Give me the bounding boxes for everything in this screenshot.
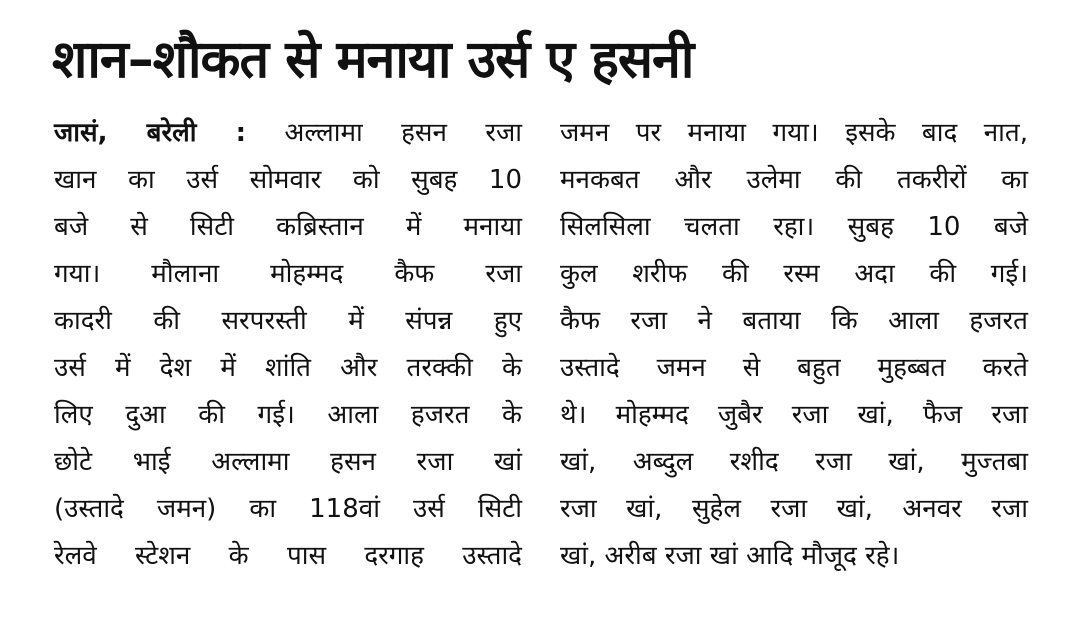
article-line: थे। मोहम्मद जुबैर रजा खां, फैज रजा (560, 400, 1028, 430)
dateline: जासं, बरेली : (54, 118, 247, 148)
article-column-left (54, 110, 522, 580)
article-line: खान का उर्स सोमवार को सुबह 10 (54, 165, 522, 195)
article-line: कैफ रजा ने बताया कि आला हजरत (560, 306, 1028, 336)
article-line-text: अल्लामा हसन रजा (284, 118, 522, 148)
article-line: रजा खां, सुहेल रजा खां, अनवर रजा (560, 494, 1028, 524)
article-line: सिलसिला चलता रहा। सुबह 10 बजे (560, 212, 1028, 242)
article-column-right (560, 110, 1028, 580)
article-line: कादरी की सरपरस्ती में संपन्न हुए (54, 306, 522, 336)
article-line: खां, अब्दुल रशीद रजा खां, मुज्तबा (560, 447, 1028, 477)
article-line: मनकबत और उलेमा की तकरीरों का (560, 165, 1028, 195)
article-line: रेलवे स्टेशन के पास दरगाह उस्तादे (54, 541, 522, 571)
article-line: जमन पर मनाया गया। इसके बाद नात, (560, 118, 1028, 148)
article-line: बजे से सिटी कब्रिस्तान में मनाया (54, 212, 522, 242)
article-line: (उस्तादे जमन) का 118वां उर्स सिटी (54, 494, 522, 524)
article-line: उर्स में देश में शांति और तरक्की के (54, 353, 522, 383)
article-line: उस्तादे जमन से बहुत मुहब्बत करते (560, 353, 1028, 383)
article-line: लिए दुआ की गई। आला हजरत के (54, 400, 522, 430)
article-line: खां, अरीब रजा खां आदि मौजूद रहे। (560, 541, 900, 571)
article-line (54, 110, 522, 157)
article-line: कुल शरीफ की रस्म अदा की गई। (560, 259, 1028, 289)
headline: शान–शौकत से मनाया उर्स ए हसनी (52, 30, 694, 90)
article-line: गया। मौलाना मोहम्मद कैफ रजा (54, 259, 522, 289)
article-line: छोटे भाई अल्लामा हसन रजा खां (54, 447, 522, 477)
